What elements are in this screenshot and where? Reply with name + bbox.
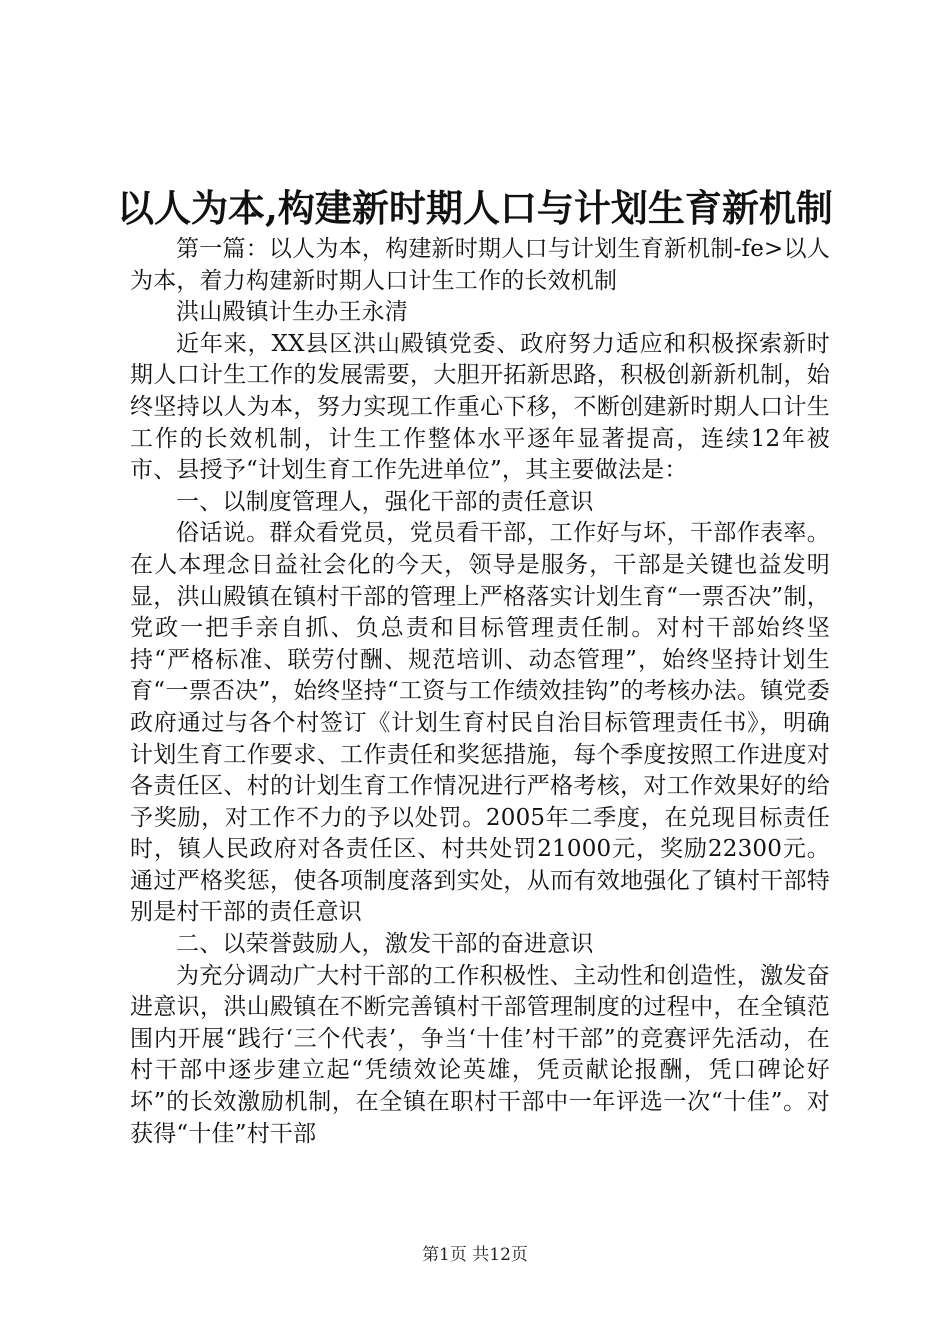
paragraph: 第一篇：以人为本，构建新时期人口与计划生育新机制-fe>以人为本，着力构建新时期人口计生工作的长效机制 [130,236,830,294]
document-title: 以人为本,构建新时期人口与计划生育新机制 [117,186,833,230]
paragraph: 俗话说。群众看党员，党员看干部，工作好与坏，干部作表率。在人本理念日益社会化的今天，领导是服务，干部是关键也益发明显，洪山殿镇在镇村干部的管理上严格落实计划生育“一票否决”制，党政一把手亲自抓、负总责和目标管理责任制。对村干部始终坚持“严格标准、联劳付酬、规范培训、动态管理”，始终坚持计划生育“一票否决”，始终坚持“工资与工作绩效挂钩”的考核办法。镇党委政府通过与各个村签订《计划生育村民自治目标管理责任书》，明确计划生育工作要求、工作责任和奖惩措施，每个季度按照工作进度对各责任区、村的计划生育工作情况进行严格考核，对工作效果好的给予奖励，对工作不力的予以处罚。2005年二季度，在兑现目标责任时，镇人民政府对各责任区、村共处罚21000元，奖励22300元。通过严格奖惩，使各项制度落到实处，从而有效地强化了镇村干部特别是村干部的责任意识 [130,520,830,926]
document-body [130,234,830,1150]
paragraph: 洪山殿镇计生办王永清 [176,299,408,326]
paragraph: 为充分调动广大村干部的工作积极性、主动性和创造性，激发奋进意识，洪山殿镇在不断完善镇村干部管理制度的过程中，在全镇范围内开展“践行‘三个代表’，争当‘十佳’村干部”的竞赛评先活动，在村干部中逐步建立起“凭绩效论英雄，凭贡献论报酬，凭口碑论好坏”的长效激励机制，在全镇在职村干部中一年评选一次“十佳”。对获得“十佳”村干部 [130,962,830,1147]
page-footer: 第1页 共12页 [422,1245,528,1265]
paragraph: 近年来，XX县区洪山殿镇党委、政府努力适应和积极探索新时期人口计生工作的发展需要，大胆开拓新思路，积极创新新机制，始终坚持以人为本，努力实现工作重心下移，不断创建新时期人口计生工作的长效机制，计生工作整体水平逐年显著提高，连续12年被市、县授予“计划生育工作先进单位”，其主要做法是： [130,330,830,484]
paragraph: 二、以荣誉鼓励人，激发干部的奋进意识 [176,931,594,958]
paragraph: 一、以制度管理人，强化干部的责任意识 [176,488,594,515]
